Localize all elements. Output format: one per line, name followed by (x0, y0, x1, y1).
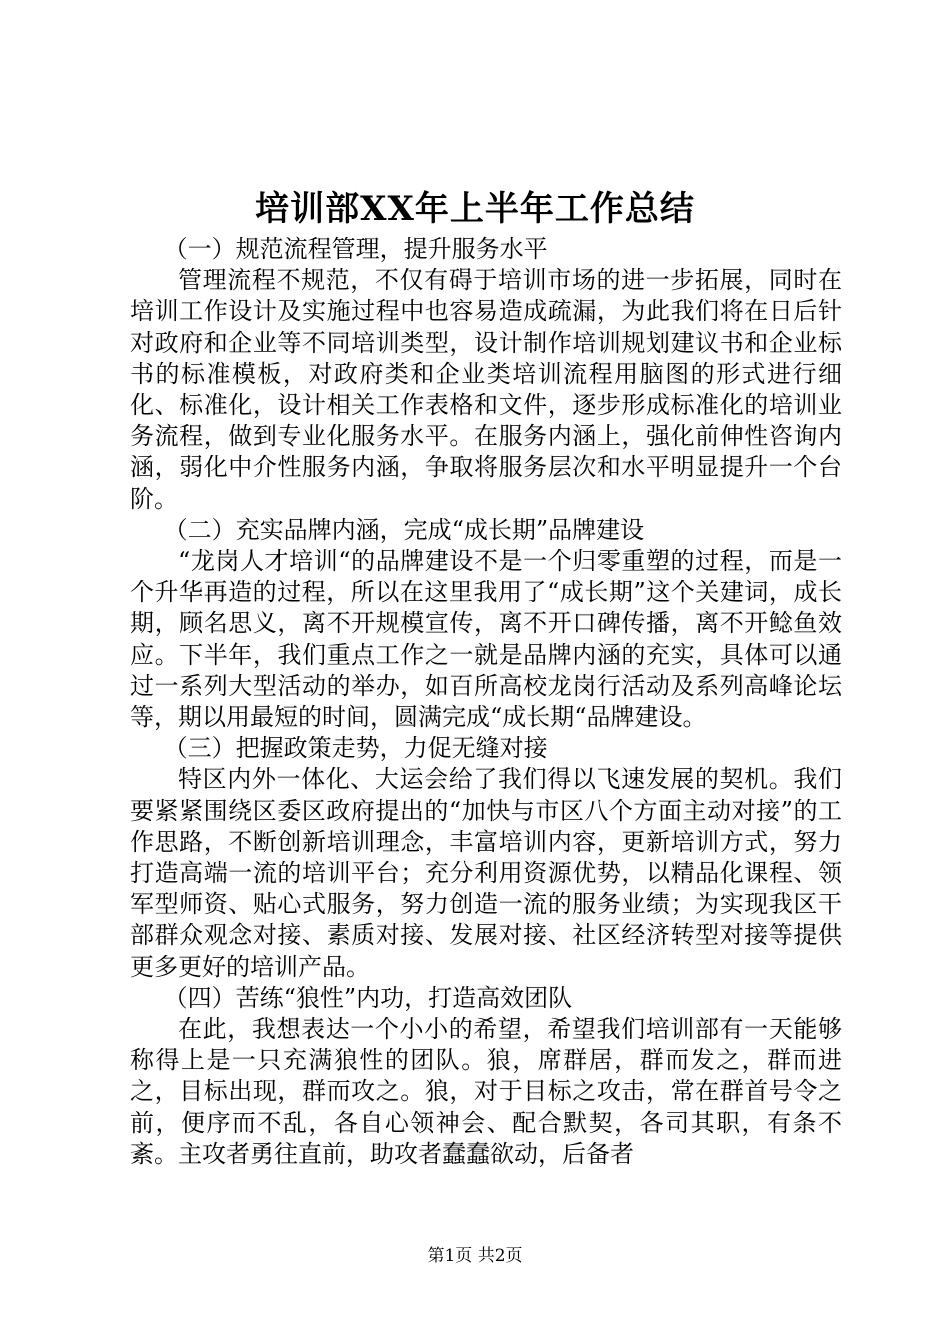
document-title: 培训部XX年上半年工作总结 (255, 189, 695, 229)
section-heading-1: （一）规范流程管理，提升服务水平 (163, 235, 548, 263)
section-paragraph-4: 在此，我想表达一个小小的希望，希望我们培训部有一天能够称得上是一只充满狼性的团队。狼，席群居，群而发之，群而进之，目标出现，群而攻之。狼，对于目标之攻击，常在群首号令之前，便序而不乱，各自心领神会、配合默契，各司其职，有条不紊。主攻者勇往直前，助攻者蠢蠢欲动，后备者 (130, 1015, 842, 1168)
page-number-footer: 第1页 共2页 (427, 1246, 523, 1266)
section-paragraph-1: 管理流程不规范，不仅有碍于培训市场的进一步拓展，同时在培训工作设计及实施过程中也容易造成疏漏，为此我们将在日后针对政府和企业等不同培训类型，设计制作培训规划建议书和企业标书的标准模板，对政府类和企业类培训流程用脑图的形式进行细化、标准化，设计相关工作表格和文件，逐步形成标准化的培训业务流程，做到专业化服务水平。在服务内涵上，强化前伸性咨询内涵，弱化中介性服务内涵，争取将服务层次和水平明显提升一个台阶。 (130, 266, 842, 513)
section-paragraph-2: “龙岗人才培训“的品牌建设不是一个归零重塑的过程，而是一个升华再造的过程，所以在这里我用了“成长期”这个关建词，成长期，顾名思义，离不开规模宣传，离不开口碑传播，离不开鲶鱼效应。下半年，我们重点工作之一就是品牌内涵的充实，具体可以通过一系列大型活动的举办，如百所高校龙岗行活动及系列高峰论坛等，期以用最短的时间，圆满完成“成长期“品牌建设。 (130, 547, 842, 732)
section-heading-2: （二）充实品牌内涵，完成“成长期”品牌建设 (163, 515, 645, 544)
document-body (130, 234, 842, 1170)
section-heading-3: （三）把握政策走势，力促无缝对接 (163, 734, 548, 763)
section-paragraph-3: 特区内外一体化、大运会给了我们得以飞速发展的契机。我们要紧紧围绕区委区政府提出的“加快与市区八个方面主动对接”的工作思路，不断创新培训理念，丰富培训内容，更新培训方式，努力打造高端一流的培训平台；充分利用资源优势，以精品化课程、领军型师资、贴心式服务，努力创造一流的服务业绩；为实现我区干部群众观念对接、素质对接、发展对接、社区经济转型对接等提供更多更好的培训产品。 (130, 765, 842, 981)
section-heading-4: （四）苦练“狼性”内功，打造高效团队 (163, 983, 573, 1012)
